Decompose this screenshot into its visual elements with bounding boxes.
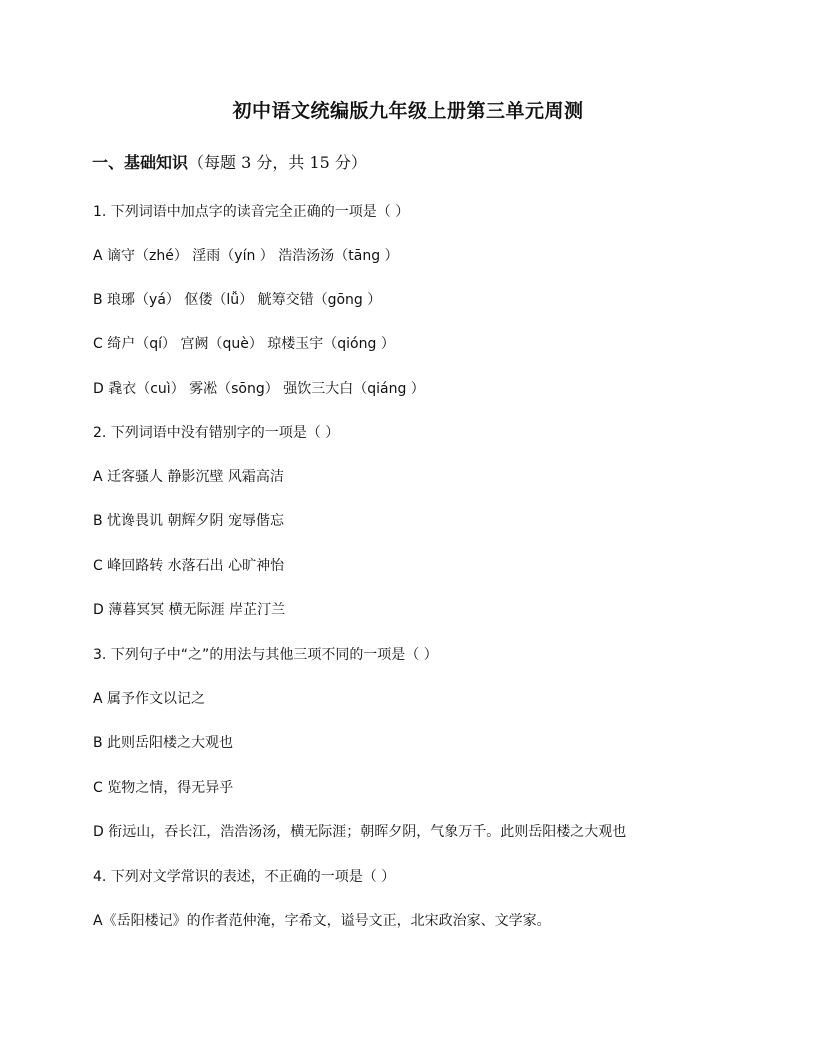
question-1-option-d: D 毳衣（cuì） 雾凇（sōng） 强饮三大白（qiáng ） bbox=[93, 381, 425, 397]
question-3-option-a: A 属予作文以记之 bbox=[93, 691, 206, 707]
question-1-option-c: C 绮户（qí） 宫阙（què） 琼楼玉宇（qióng ） bbox=[93, 336, 395, 352]
section-heading-label: 一、基础知识 bbox=[92, 153, 189, 172]
question-1-option-b: B 琅琊（yá） 伛偻（lǚ） 觥筹交错（gōng ） bbox=[93, 292, 382, 308]
section-heading bbox=[92, 150, 367, 173]
question-2-stem: 2. 下列词语中没有错别字的一项是（ ） bbox=[93, 425, 340, 441]
question-4-stem: 4. 下列对文学常识的表述，不正确的一项是（ ） bbox=[93, 869, 396, 885]
question-2-option-c: C 峰回路转 水落石出 心旷神怡 bbox=[93, 558, 285, 574]
question-2-option-b: B 忧谗畏讥 朝辉夕阴 宠辱偕忘 bbox=[93, 513, 284, 529]
question-3-stem: 3. 下列句子中“之”的用法与其他三项不同的一项是（ ） bbox=[93, 647, 438, 663]
question-2-option-d: D 薄暮冥冥 横无际涯 岸芷汀兰 bbox=[93, 602, 286, 618]
question-3-option-b: B 此则岳阳楼之大观也 bbox=[93, 735, 234, 751]
section-score-note: （每题 3 分，共 15 分） bbox=[188, 153, 367, 172]
question-3-option-d: D 衔远山，吞长江，浩浩汤汤，横无际涯；朝晖夕阴，气象万千。此则岳阳楼之大观也 bbox=[93, 824, 627, 840]
page-title: 初中语文统编版九年级上册第三单元周测 bbox=[232, 100, 584, 122]
question-2-option-a: A 迁客骚人 静影沉壁 风霜高洁 bbox=[93, 469, 284, 485]
question-4-option-a: A《岳阳楼记》的作者范仲淹，字希文，谥号文正，北宋政治家、文学家。 bbox=[93, 913, 551, 929]
question-1-stem: 1. 下列词语中加点字的读音完全正确的一项是（ ） bbox=[93, 204, 410, 220]
question-3-option-c: C 览物之情，得无异乎 bbox=[93, 780, 234, 796]
question-1-option-a: A 谪守（zhé） 淫雨（yín ） 浩浩汤汤（tāng ） bbox=[93, 248, 399, 264]
